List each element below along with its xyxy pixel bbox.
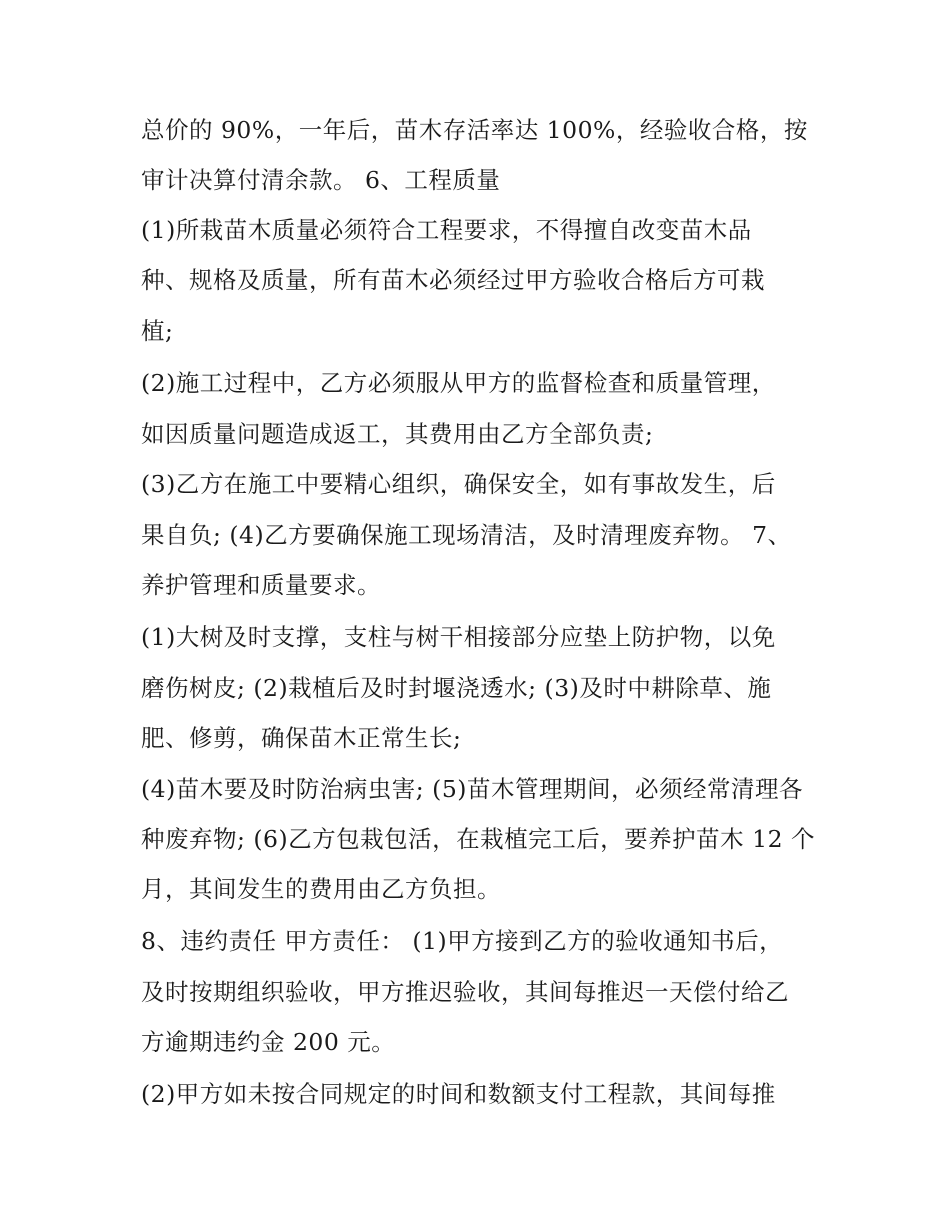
- text-line: 种、规格及质量，所有苗木必须经过甲方验收合格后方可栽: [141, 266, 765, 294]
- text-line: 如因质量问题造成返工，其费用由乙方全部负责;: [141, 420, 654, 448]
- text-line: 磨伤树皮; (2)栽植后及时封堰浇透水; (3)及时中耕除草、施: [141, 674, 772, 702]
- text-line: 方逾期违约金 200 元。: [141, 1028, 396, 1056]
- text-line: (4)苗木要及时防治病虫害; (5)苗木管理期间，必须经常清理各: [141, 775, 803, 803]
- text-line: 总价的 90%，一年后，苗木存活率达 100%，经验收合格，按: [141, 116, 808, 144]
- text-line: 植;: [141, 317, 174, 345]
- text-line: (1)所栽苗木质量必须符合工程要求，不得擅自改变苗木品: [141, 216, 752, 244]
- text-line: 月，其间发生的费用由乙方负担。: [141, 875, 501, 903]
- text-line: 种废弃物; (6)乙方包栽包活，在栽植完工后，要养护苗木 12 个: [141, 825, 816, 853]
- text-line: (2)施工过程中，乙方必须服从甲方的监督检查和质量管理，: [141, 369, 776, 397]
- text-line: 及时按期组织验收，甲方推迟验收，其间每推迟一天偿付给乙: [141, 978, 789, 1006]
- text-line: (1)大树及时支撑，支柱与树干相接部分应垫上防护物，以免: [141, 623, 776, 651]
- text-line: (3)乙方在施工中要精心组织，确保安全，如有事故发生，后: [141, 470, 776, 498]
- text-line: 果自负; (4)乙方要确保施工现场清洁，及时清理废弃物。 7、: [141, 521, 792, 549]
- text-line: 养护管理和质量要求。: [141, 571, 381, 599]
- text-line: (2)甲方如未按合同规定的时间和数额支付工程款，其间每推: [141, 1080, 776, 1108]
- text-line: 审计决算付清余款。 6、工程质量: [141, 166, 501, 194]
- text-line: 肥、修剪，确保苗木正常生长;: [141, 724, 462, 752]
- text-line: 8、违约责任 甲方责任： (1)甲方接到乙方的验收通知书后，: [141, 927, 784, 955]
